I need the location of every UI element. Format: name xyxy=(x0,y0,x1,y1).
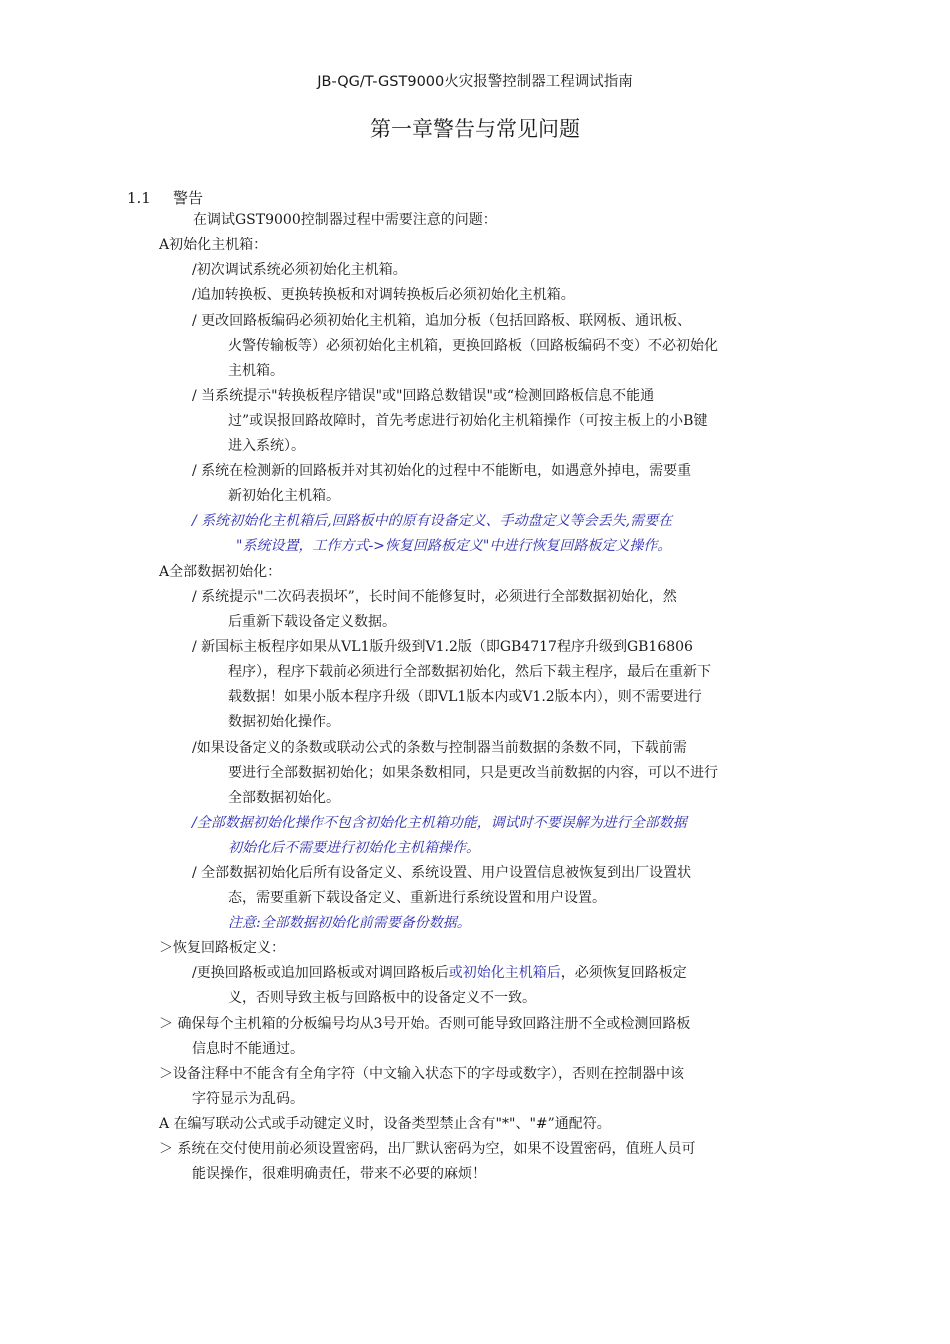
block-c-text-c: ，必须恢复回路板定 xyxy=(560,965,687,981)
block-b-item-4-line-1: /全部数据初始化操作不包含初始化主机箱功能，调试时不要误解为进行全部数据 xyxy=(192,815,687,831)
chapter-title: 第一章警告与常见问题 xyxy=(370,117,580,141)
block-a-item-4-line-2: 过”或误报回路故障时，首先考虑进行初始化主机箱操作（可按主板上的小B键 xyxy=(228,413,708,429)
section-heading xyxy=(127,187,203,208)
block-b-item-4-line-2: 初始化后不需要进行初始化主机箱操作。 xyxy=(228,840,480,856)
block-d-line-1: ＞ 确保每个主机箱的分板编号均从3号开始。否则可能导致回路注册不全或检测回路板 xyxy=(159,1016,691,1032)
block-a-item-3-line-1: / 更改回路板编码必须初始化主机箱，追加分板（包括回路板、联网板、通讯板、 xyxy=(192,313,692,329)
block-b-item-2-line-4: 数据初始化操作。 xyxy=(228,714,340,730)
block-c-text-highlight: 或初始化主机箱后 xyxy=(448,965,561,981)
block-b-item-5-line-1: / 全部数据初始化后所有设备定义、系统设置、用户设置信息被恢复到出厂设置状 xyxy=(192,865,692,881)
block-a-heading: A初始化主机箱： xyxy=(159,237,268,253)
block-c-text-a: /更换回路板或追加回路板或对调回路板后 xyxy=(192,965,449,981)
block-b-item-3-line-2: 要进行全部数据初始化；如果条数相同，只是更改当前数据的内容，可以不进行 xyxy=(228,765,718,781)
block-a-item-6-line-2: "系统设置，工作方式->恢复回路板定义"中进行恢复回路板定义操作。 xyxy=(236,538,672,554)
block-g-line-2: 能误操作，很难明确责任，带来不必要的麻烦！ xyxy=(192,1166,486,1182)
block-c-heading: ＞恢复回路板定义： xyxy=(159,940,285,956)
block-f-line-1: A 在编写联动公式或手动键定义时，设备类型禁止含有"*"、"#”通配符。 xyxy=(159,1116,611,1132)
block-b-item-2-line-3: 载数据！如果小版本程序升级（即VL1版本内或V1.2版本内），则不需要进行 xyxy=(228,689,702,705)
section-title: 警告 xyxy=(173,189,204,207)
block-b-item-5-line-2: 态，需要重新下载设备定义、重新进行系统设置和用户设置。 xyxy=(228,890,606,906)
block-a-item-3-line-3: 主机箱。 xyxy=(228,363,284,379)
block-c-item-1-line-2: 义，否则导致主板与回路板中的设备定义不一致。 xyxy=(228,990,536,1006)
block-a-item-5-line-2: 新初始化主机箱。 xyxy=(228,488,340,504)
block-a-item-2: /追加转换板、更换转换板和对调转换板后必须初始化主机箱。 xyxy=(192,287,575,303)
block-b-item-2-line-1: / 新国标主板程序如果从VL1版升级到V1.2版（即GB4717程序升级到GB16806 xyxy=(192,639,693,655)
block-d-line-2: 信息时不能通过。 xyxy=(192,1041,304,1057)
block-b-item-2-line-2: 程序），程序下载前必须进行全部数据初始化，然后下载主程序，最后在重新下 xyxy=(228,664,711,680)
section-number: 1.1 xyxy=(127,189,151,207)
intro-text: 在调试GST9000控制器过程中需要注意的问题： xyxy=(193,212,497,228)
block-b-item-1-line-2: 后重新下载设备定义数据。 xyxy=(228,614,396,630)
block-a-item-3-line-2: 火警传输板等）必须初始化主机箱，更换回路板（回路板编码不变）不必初始化 xyxy=(228,338,718,354)
block-b-item-3-line-1: /如果设备定义的条数或联动公式的条数与控制器当前数据的条数不同，下载前需 xyxy=(192,740,687,756)
block-b-note: 注意:全部数据初始化前需要备份数据。 xyxy=(228,915,471,931)
block-e-line-2: 字符显示为乱码。 xyxy=(192,1091,304,1107)
block-b-heading: A全部数据初始化： xyxy=(159,564,282,580)
block-a-item-5-line-1: / 系统在检测新的回路板并对其初始化的过程中不能断电，如遇意外掉电，需要重 xyxy=(192,463,692,479)
block-g-line-1: ＞ 系统在交付使用前必须设置密码，出厂默认密码为空，如果不设置密码，值班人员可 xyxy=(159,1141,696,1157)
block-c-item-1-line-1 xyxy=(192,961,687,985)
block-b-item-3-line-3: 全部数据初始化。 xyxy=(228,790,340,806)
block-a-item-1: /初次调试系统必须初始化主机箱。 xyxy=(192,262,407,278)
block-a-item-4-line-1: / 当系统提示"转换板程序错误"或"回路总数错误"或“检测回路板信息不能通 xyxy=(192,388,655,404)
block-a-item-6-line-1: / 系统初始化主机箱后,回路板中的原有设备定义、手动盘定义等会丢失,需要在 xyxy=(192,513,673,529)
block-a-item-4-line-3: 进入系统）。 xyxy=(228,438,305,454)
block-b-item-1-line-1: / 系统提示"二次码表损坏”，长时间不能修复时，必须进行全部数据初始化，然 xyxy=(192,589,677,605)
running-header: JB-QG/T-GST9000火灾报警控制器工程调试指南 xyxy=(317,74,633,90)
block-e-line-1: ＞设备注释中不能含有全角字符（中文输入状态下的字母或数字），否则在控制器中该 xyxy=(159,1066,684,1082)
